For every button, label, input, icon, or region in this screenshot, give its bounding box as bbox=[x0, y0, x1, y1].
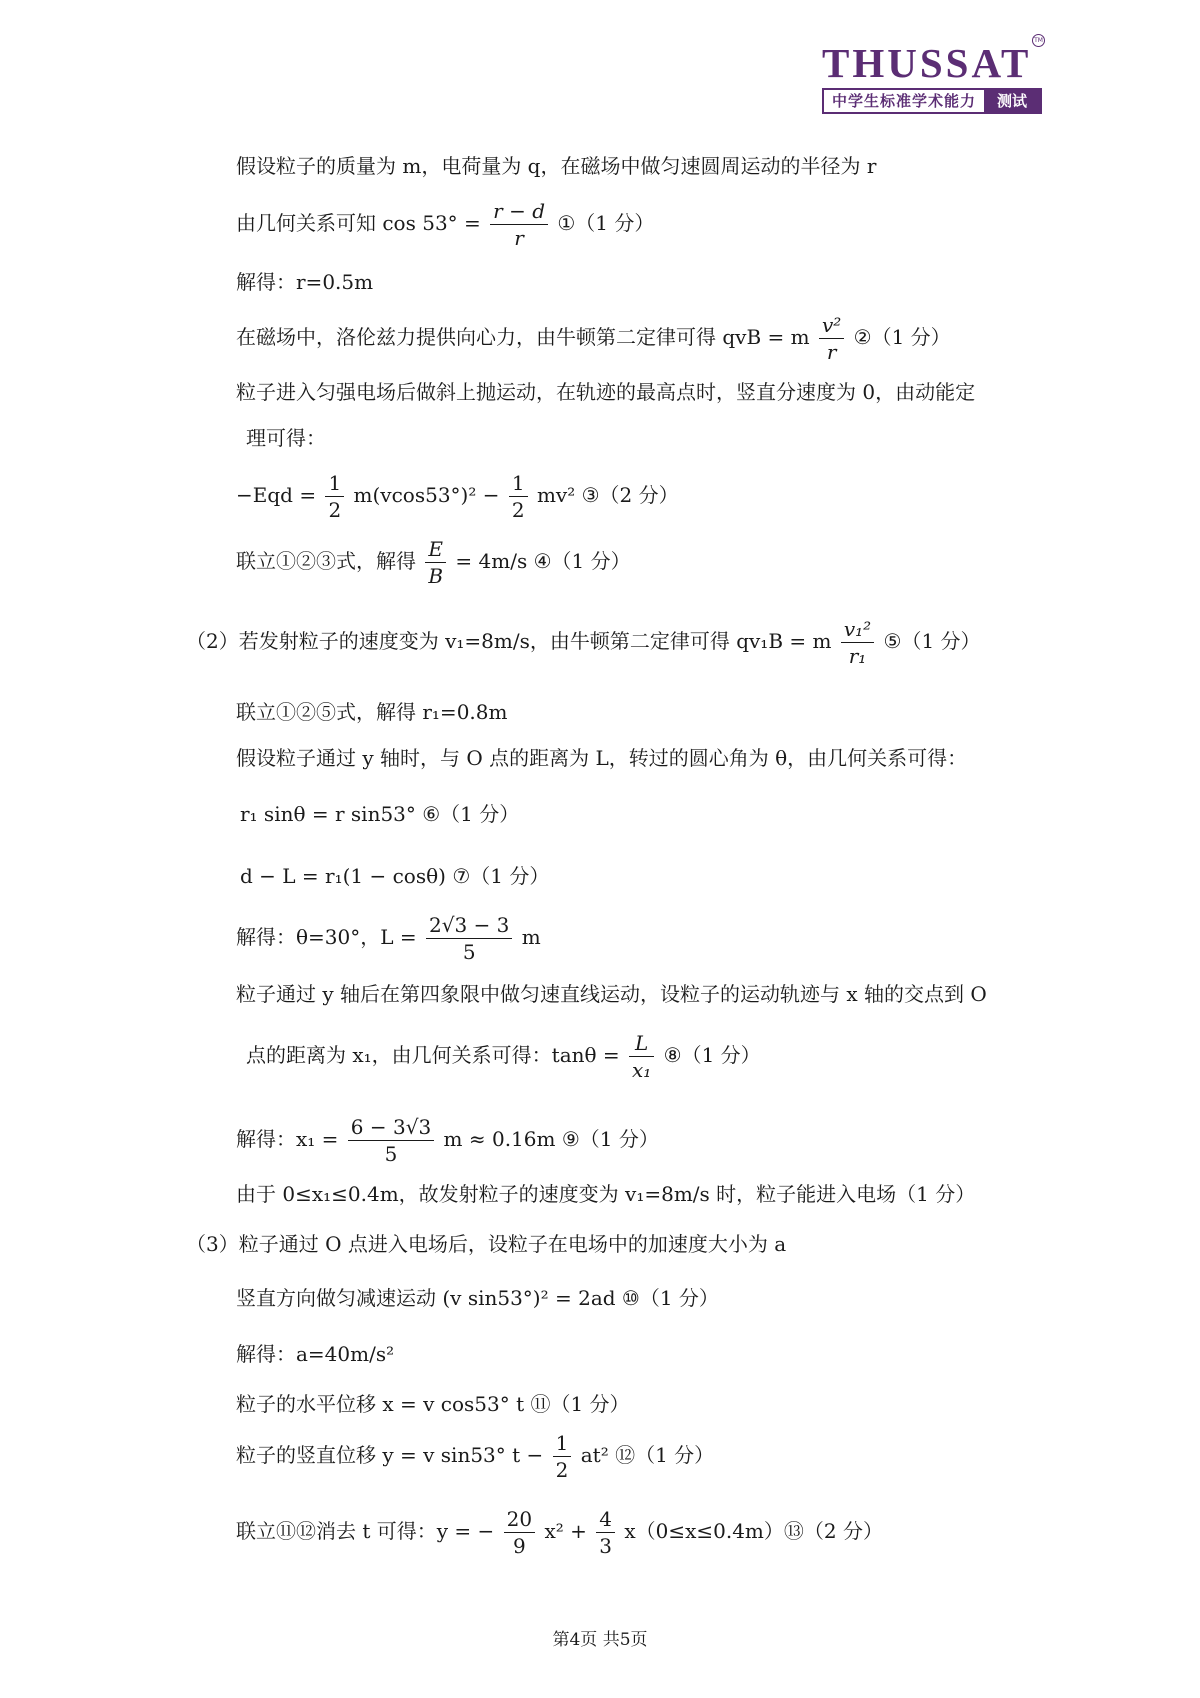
solution-line-3: 解得：r=0.5m bbox=[236, 270, 374, 294]
fraction bbox=[425, 536, 446, 589]
solution-line-4 bbox=[236, 312, 951, 365]
solution-line-17 bbox=[236, 1114, 659, 1167]
solution-line-2 bbox=[236, 198, 654, 251]
fraction bbox=[426, 912, 512, 965]
solution-line-8 bbox=[236, 536, 631, 589]
formula-text: m(vcos53°)² − bbox=[353, 483, 500, 507]
numerator: 20 bbox=[504, 1506, 535, 1533]
numerator: 1 bbox=[325, 470, 344, 497]
numerator: r − d bbox=[490, 198, 548, 225]
formula-note: m ≈ 0.16m ⑨（1 分） bbox=[443, 1127, 659, 1151]
formula-note: = 4m/s ④（1 分） bbox=[455, 549, 631, 573]
solution-line-7 bbox=[236, 470, 679, 523]
numerator: 6 − 3√3 bbox=[348, 1114, 434, 1141]
formula-text: 解得：θ=30°，L = bbox=[236, 925, 417, 949]
formula-text: 在磁场中，洛伦兹力提供向心力，由牛顿第二定律可得 qvB = m bbox=[236, 325, 810, 349]
solution-line-21: 解得：a=40m/s² bbox=[236, 1342, 395, 1366]
formula-note: ②（1 分） bbox=[853, 325, 951, 349]
fraction bbox=[490, 198, 548, 251]
formula-text: 点的距离为 x₁，由几何关系可得：tanθ = bbox=[246, 1043, 620, 1067]
formula-text: 由几何关系可知 cos 53° = bbox=[236, 211, 481, 235]
fraction bbox=[504, 1506, 535, 1559]
page-footer: 第4页 共5页 bbox=[552, 1630, 648, 1650]
denominator: B bbox=[428, 564, 444, 588]
solution-line-11: 假设粒子通过 y 轴时，与 O 点的距离为 L，转过的圆心角为 θ，由几何关系可得： bbox=[236, 746, 968, 770]
denominator: 2 bbox=[511, 498, 525, 522]
denominator: 2 bbox=[555, 1458, 569, 1482]
solution-line-23 bbox=[236, 1430, 714, 1483]
numerator: v₁² bbox=[841, 616, 874, 643]
denominator: x₁ bbox=[632, 1058, 652, 1082]
fraction bbox=[819, 312, 844, 365]
formula-text: x² + bbox=[544, 1519, 587, 1543]
formula-note: m bbox=[521, 925, 541, 949]
numerator: v² bbox=[819, 312, 844, 339]
logo-subtitle: 中学生标准学术能力 bbox=[831, 92, 976, 110]
fraction bbox=[841, 616, 874, 669]
fraction bbox=[629, 1030, 654, 1083]
solution-line-18: 由于 0≤x₁≤0.4m，故发射粒子的速度变为 v₁=8m/s 时，粒子能进入电场（1 分） bbox=[236, 1182, 976, 1206]
solution-line-10: 联立①②⑤式，解得 r₁=0.8m bbox=[236, 700, 508, 724]
denominator: r bbox=[514, 226, 524, 250]
part-2-line bbox=[186, 616, 981, 669]
denominator: 2 bbox=[328, 498, 342, 522]
numerator: 2√3 − 3 bbox=[426, 912, 512, 939]
numerator: 1 bbox=[509, 470, 528, 497]
denominator: r bbox=[826, 340, 837, 364]
fraction bbox=[348, 1114, 434, 1167]
solution-line-6: 理可得： bbox=[246, 426, 326, 450]
logo-test-label: 测试 bbox=[984, 90, 1040, 112]
formula-note: x（0≤x≤0.4m）⑬（2 分） bbox=[624, 1519, 883, 1543]
numerator: L bbox=[629, 1030, 654, 1057]
formula-text: 解得：x₁ = bbox=[236, 1127, 339, 1151]
formula-note: ⑤（1 分） bbox=[883, 629, 981, 653]
solution-line-5: 粒子进入匀强电场后做斜上抛运动，在轨迹的最高点时，竖直分速度为 0，由动能定 bbox=[236, 380, 976, 404]
formula-text: （2）若发射粒子的速度变为 v₁=8m/s，由牛顿第二定律可得 qv₁B = m bbox=[186, 629, 832, 653]
trademark-icon: TM bbox=[1032, 34, 1045, 47]
part-3-line: （3）粒子通过 O 点进入电场后，设粒子在电场中的加速度大小为 a bbox=[186, 1232, 787, 1256]
solution-line-12: r₁ sinθ = r sin53° ⑥（1 分） bbox=[240, 802, 520, 826]
formula-text: −Eqd = bbox=[236, 483, 317, 507]
solution-line-15: 粒子通过 y 轴后在第四象限中做匀速直线运动，设粒子的运动轨迹与 x 轴的交点到 O bbox=[236, 982, 987, 1006]
solution-line-22: 粒子的水平位移 x = v cos53° t ⑪（1 分） bbox=[236, 1392, 630, 1416]
logo-wordmark: THUSSAT bbox=[822, 40, 1032, 86]
formula-text: 粒子的竖直位移 y = v sin53° t − bbox=[236, 1443, 544, 1467]
thussat-logo bbox=[822, 37, 1043, 116]
denominator: r₁ bbox=[848, 644, 867, 668]
solution-line-16 bbox=[246, 1030, 761, 1083]
formula-note: at² ⑫（1 分） bbox=[580, 1443, 715, 1467]
formula-note: ①（1 分） bbox=[557, 211, 655, 235]
formula-note: mv² ③（2 分） bbox=[536, 483, 679, 507]
formula-note: ⑧（1 分） bbox=[663, 1043, 761, 1067]
fraction bbox=[553, 1430, 572, 1483]
solution-line-24 bbox=[236, 1506, 883, 1559]
fraction bbox=[509, 470, 528, 523]
logo-subtitle-bar bbox=[822, 88, 1042, 114]
fraction bbox=[325, 470, 344, 523]
formula-text: 联立①②③式，解得 bbox=[236, 549, 416, 573]
denominator: 3 bbox=[599, 1534, 612, 1558]
numerator: E bbox=[425, 536, 446, 563]
solution-line-1: 假设粒子的质量为 m，电荷量为 q，在磁场中做匀速圆周运动的半径为 r bbox=[236, 154, 877, 178]
solution-line-20: 竖直方向做匀减速运动 (v sin53°)² = 2ad ⑩（1 分） bbox=[236, 1286, 719, 1310]
denominator: 5 bbox=[384, 1142, 398, 1166]
numerator: 4 bbox=[596, 1506, 615, 1533]
fraction bbox=[596, 1506, 615, 1559]
denominator: 5 bbox=[462, 940, 476, 964]
denominator: 9 bbox=[513, 1534, 526, 1558]
solution-line-13: d − L = r₁(1 − cosθ) ⑦（1 分） bbox=[240, 864, 550, 888]
solution-line-14 bbox=[236, 912, 541, 965]
numerator: 1 bbox=[553, 1430, 572, 1457]
formula-text: 联立⑪⑫消去 t 可得：y = − bbox=[236, 1519, 495, 1543]
